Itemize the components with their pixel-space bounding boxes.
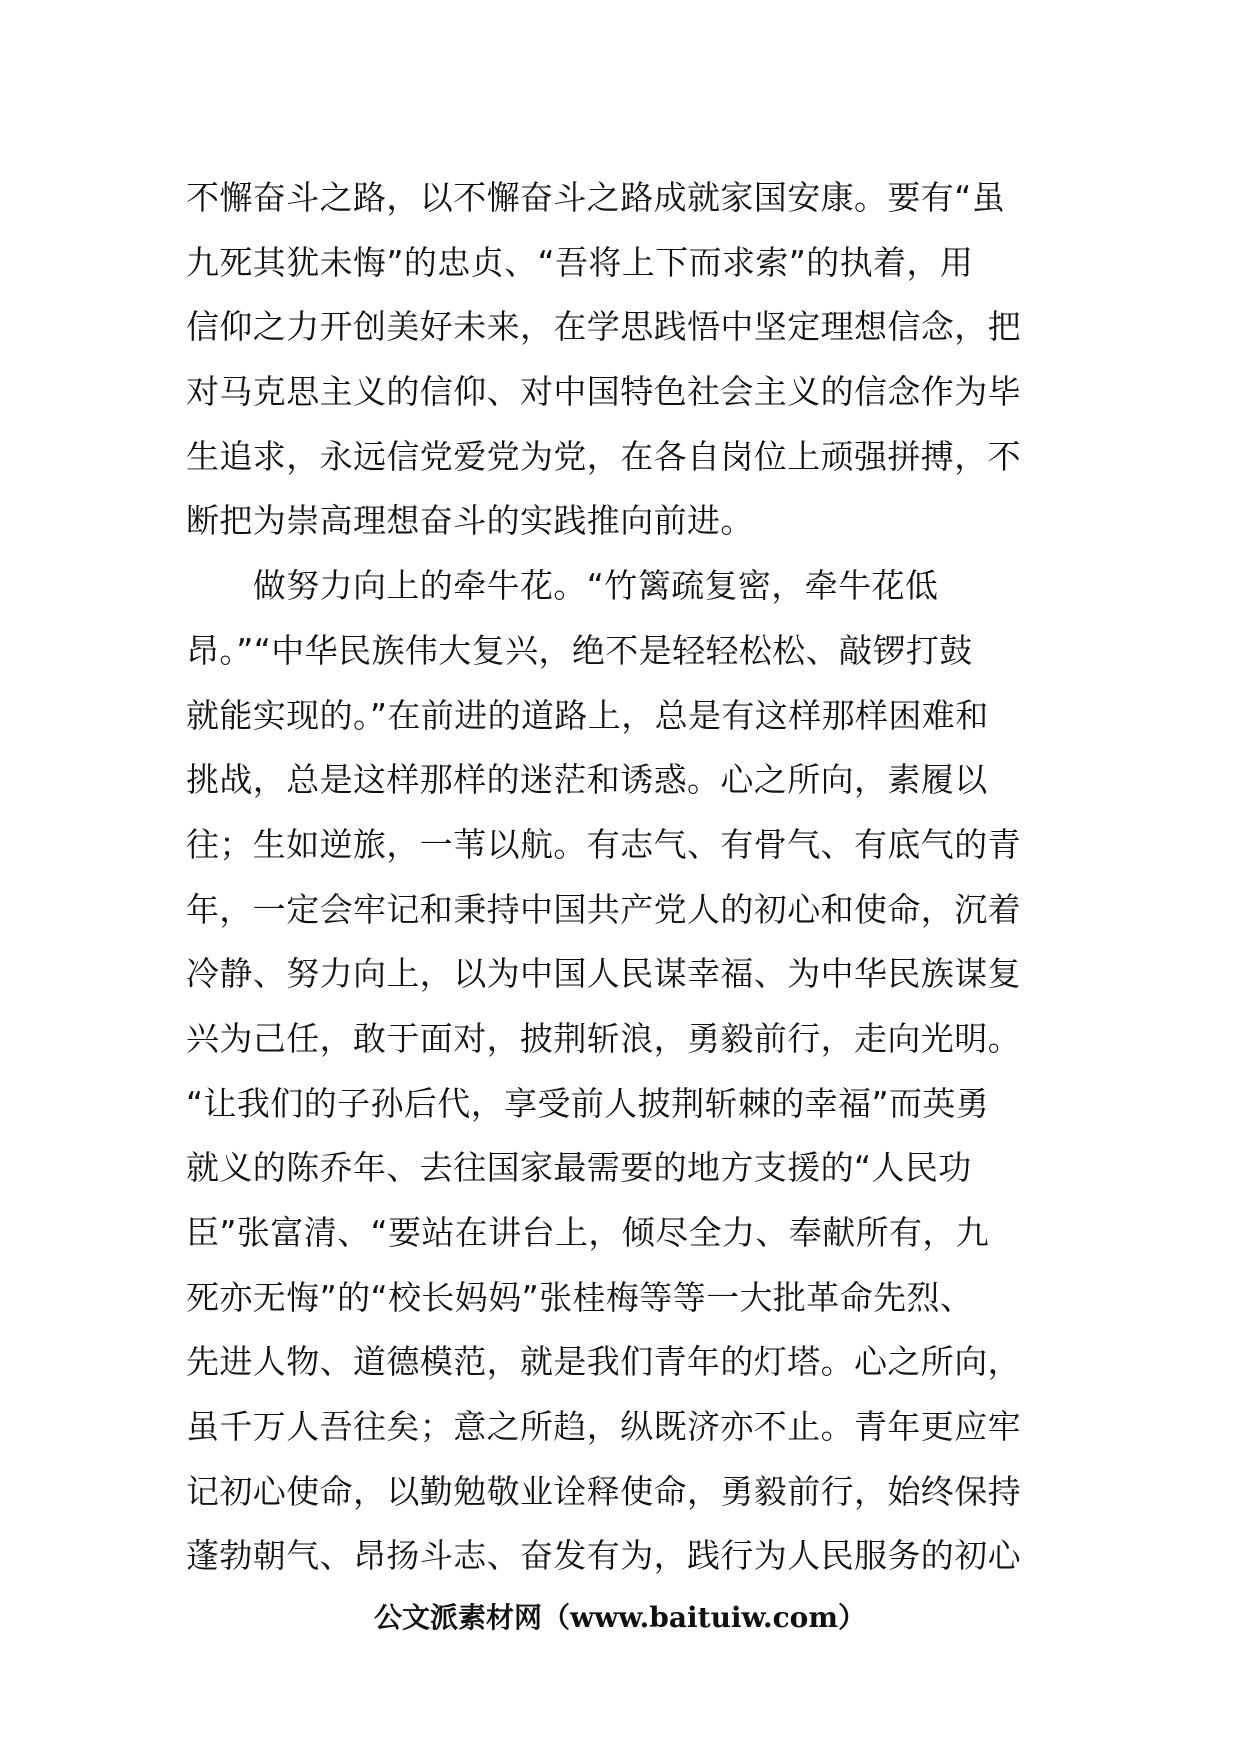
body-text xyxy=(186,166,1066,1589)
text-line: 蓬勃朝气、昂扬斗志、奋发有为，践行为人民服务的初心 xyxy=(186,1536,1021,1576)
text-line: 九死其犹未悔”的忠贞、“吾将上下而求索”的执着，用 xyxy=(186,242,974,282)
text-line: 就能实现的。”在前进的道路上，总是有这样那样困难和 xyxy=(186,695,989,735)
text-line: 信仰之力开创美好未来，在学思践悟中坚定理想信念，把 xyxy=(186,307,1021,347)
text-line: 记初心使命，以勤勉敬业诠释使命，勇毅前行，始终保持 xyxy=(186,1471,1021,1511)
text-line: 往；生如逆旅，一苇以航。有志气、有骨气、有底气的青 xyxy=(186,824,1021,864)
text-line: 就义的陈乔年、去往国家最需要的地方支援的“人民功 xyxy=(186,1148,972,1188)
text-line: 冷静、努力向上，以为中国人民谋幸福、为中华民族谋复 xyxy=(186,954,1021,994)
text-line: 虽千万人吾往矣；意之所趋，纵既济亦不止。青年更应牢 xyxy=(186,1407,1021,1447)
text-line: 昂。”“中华民族伟大复兴，绝不是轻轻松松、敲锣打鼓 xyxy=(186,630,973,670)
text-line: 做努力向上的牵牛花。“竹篱疏复密，牵牛花低 xyxy=(186,566,939,606)
text-line: 断把为崇高理想奋斗的实践推向前进。 xyxy=(186,501,754,541)
text-line: 死亦无悔”的“校长妈妈”张桂梅等等一大批革命先烈、 xyxy=(186,1277,974,1317)
text-line: “让我们的子孙后代，享受前人披荆斩棘的幸福”而英勇 xyxy=(186,1083,990,1123)
text-line: 兴为己任，敢于面对，披荆斩浪，勇毅前行，走向光明。 xyxy=(186,1018,1021,1058)
text-line: 先进人物、道德模范，就是我们青年的灯塔。心之所向， xyxy=(186,1342,1021,1382)
text-line: 年，一定会牢记和秉持中国共产党人的初心和使命，沉着 xyxy=(186,889,1021,929)
footer-source: 公文派素材网（www.baituiw.com） xyxy=(374,1601,866,1634)
text-line: 臣”张富清、“要站在讲台上，倾尽全力、奉献所有，九 xyxy=(186,1213,990,1252)
text-line: 不懈奋斗之路，以不懈奋斗之路成就家国安康。要有“虽 xyxy=(186,178,1006,217)
text-line: 生追求，永远信党爱党为党，在各自岗位上顽强拼搏，不 xyxy=(186,436,1021,476)
text-line: 挑战，总是这样那样的迷茫和诱惑。心之所向，素履以 xyxy=(186,760,988,800)
text-line: 对马克思主义的信仰、对中国特色社会主义的信念作为毕 xyxy=(186,372,1021,412)
